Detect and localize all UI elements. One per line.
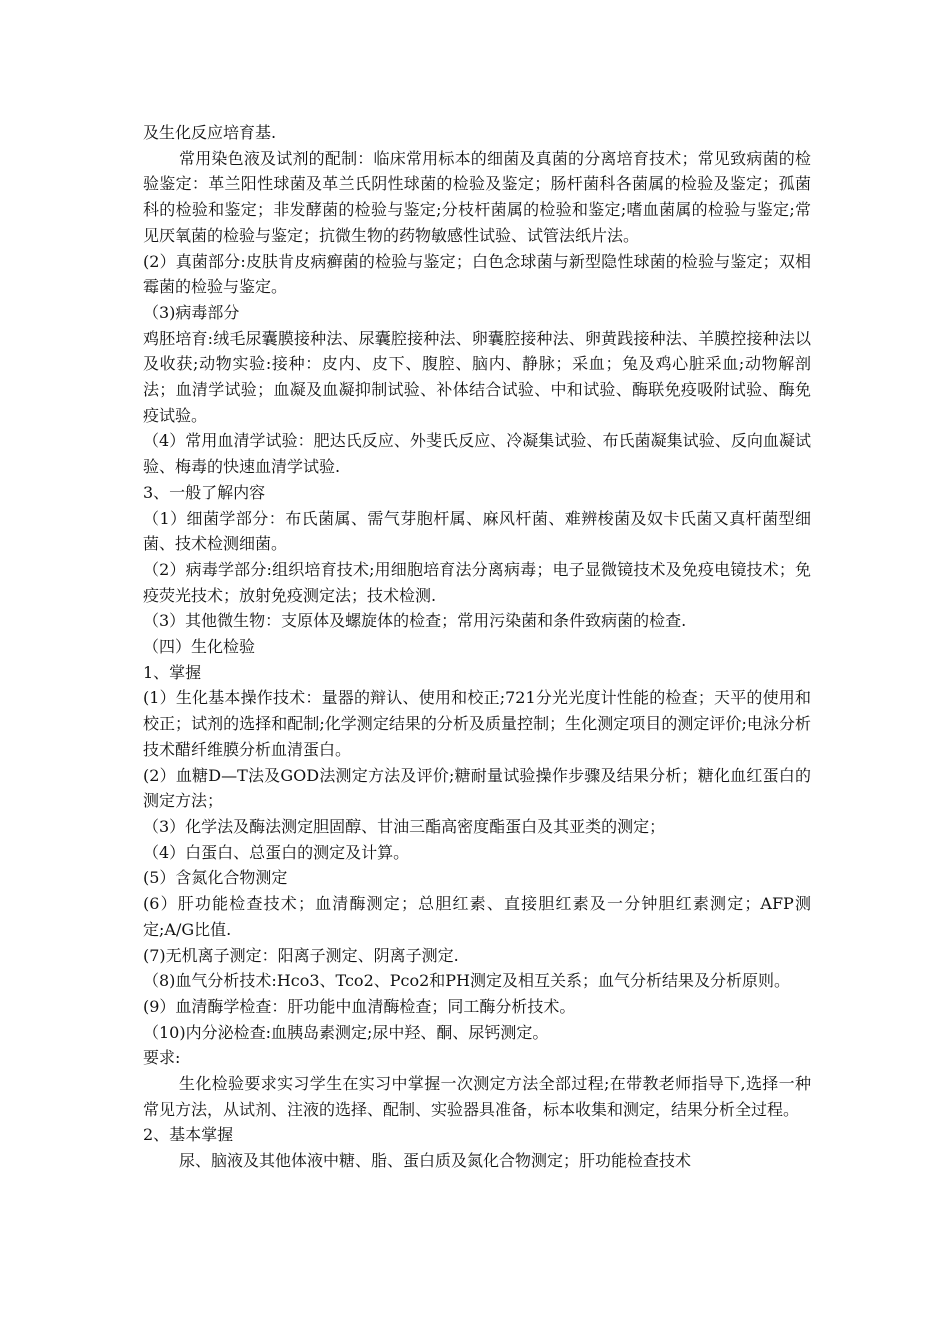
paragraph-3: (2）真菌部分:皮肤肯皮病癣菌的检验与鉴定；白色念球菌与新型隐性球菌的检验与鉴定；双相霉菌的检验与鉴定。 — [143, 251, 811, 297]
paragraph-4: （3)病毒部分 — [143, 302, 240, 322]
paragraph-2: 常用染色液及试剂的配制：临床常用标本的细菌及真菌的分离培育技术；常见致病菌的检验鉴定：革兰阳性球菌及革兰氏阴性球菌的检验及鉴定；肠杆菌科各菌属的检验及鉴定；孤菌科的检验和鉴定；非发酵菌的检验与鉴定;分枝杆菌属的检验和鉴定;嗜血菌属的检验与鉴定;常见厌氧菌的检验与鉴定；抗微生物的药物敏感性试验、试管法纸片法。 — [143, 148, 811, 245]
paragraph-7: 3、一般了解内容 — [143, 482, 266, 502]
paragraph-22: （10)内分泌检查:血胰岛素测定;尿中羟、酮、尿钙测定。 — [143, 1022, 549, 1042]
paragraph-20: （8)血气分析技术:Hco3、Tco2、Pco2和PH测定及相互关系；血气分析结果及分析原则。 — [143, 971, 791, 991]
paragraph-11: （四）生化检验 — [143, 637, 256, 657]
paragraph-1: 及生化反应培育基. — [143, 123, 277, 142]
paragraph-17: (5）含氮化合物测定 — [143, 868, 288, 888]
paragraph-19: (7)无机离子测定：阳离子测定、阴离子测定. — [143, 945, 459, 965]
paragraph-23: 要求: — [143, 1048, 181, 1068]
document-page — [143, 120, 811, 1174]
paragraph-5: 鸡胚培育:绒毛尿囊膜接种法、尿囊腔接种法、卵囊腔接种法、卵黄践接种法、羊膜控接种法以及收获;动物实验:接种：皮内、皮下、腹腔、脑内、静脉；采血；兔及鸡心脏采血;动物解剖法；血清学试验；血凝及血凝抑制试验、补体结合试验、中和试验、酶联免疫吸附试验、酶免疫试验。 — [143, 328, 811, 425]
paragraph-6: （4）常用血清学试验：肥达氏反应、外斐氏反应、冷凝集试验、布氏菌凝集试验、反向血凝试验、梅毒的快速血清学试验. — [143, 431, 811, 477]
paragraph-24: 生化检验要求实习学生在实习中掌握一次测定方法全部过程;在带教老师指导下,选择一种常见方法，从试剂、注液的选择、配制、实验器具准备，标本收集和测定，结果分析全过程。 — [143, 1074, 811, 1119]
paragraph-25: 2、基本掌握 — [143, 1125, 234, 1145]
paragraph-13: (1）生化基本操作技术：量器的辩认、使用和校正;721分光光度计性能的检查；天平的使用和校正；试剂的选择和配制;化学测定结果的分析及质量控制；生化测定项目的测定评价;电泳分析技术醋纤维膜分析血清蛋白。 — [143, 688, 811, 759]
paragraph-26: 尿、脑液及其他体液中糖、脂、蛋白质及氮化合物测定；肝功能检查技术 — [179, 1151, 692, 1171]
paragraph-8: （1）细菌学部分：布氏菌属、需气芽胞杆属、麻风杆菌、难辨梭菌及奴卡氏菌又真杆菌型细菌、技术检测细菌。 — [143, 508, 811, 554]
paragraph-16: （4）白蛋白、总蛋白的测定及计算。 — [143, 842, 410, 862]
paragraph-14: (2）血糖D—T法及GOD法测定方法及评价;糖耐量试验操作步骤及结果分析；糖化血红蛋白的测定方法； — [143, 765, 811, 811]
paragraph-10: （3）其他微生物：支原体及螺旋体的检查；常用污染菌和条件致病菌的检查. — [143, 611, 687, 631]
paragraph-18: (6）肝功能检查技术；血清酶测定；总胆红素、直接胆红素及一分钟胆红素测定；AFP测定;A/G比值. — [143, 894, 811, 939]
paragraph-21: (9）血清酶学检查：肝功能中血清酶检查；同工酶分析技术。 — [143, 996, 576, 1016]
paragraph-12: 1、掌握 — [143, 662, 202, 682]
paragraph-9: （2）病毒学部分:组织培育技术;用细胞培育法分离病毒；电子显微镜技术及免疫电镜技术；免疫荧光技术；放射免疫测定法；技术检测. — [143, 559, 811, 605]
paragraph-15: （3）化学法及酶法测定胆固醇、甘油三酯高密度酯蛋白及其亚类的测定； — [143, 816, 666, 836]
